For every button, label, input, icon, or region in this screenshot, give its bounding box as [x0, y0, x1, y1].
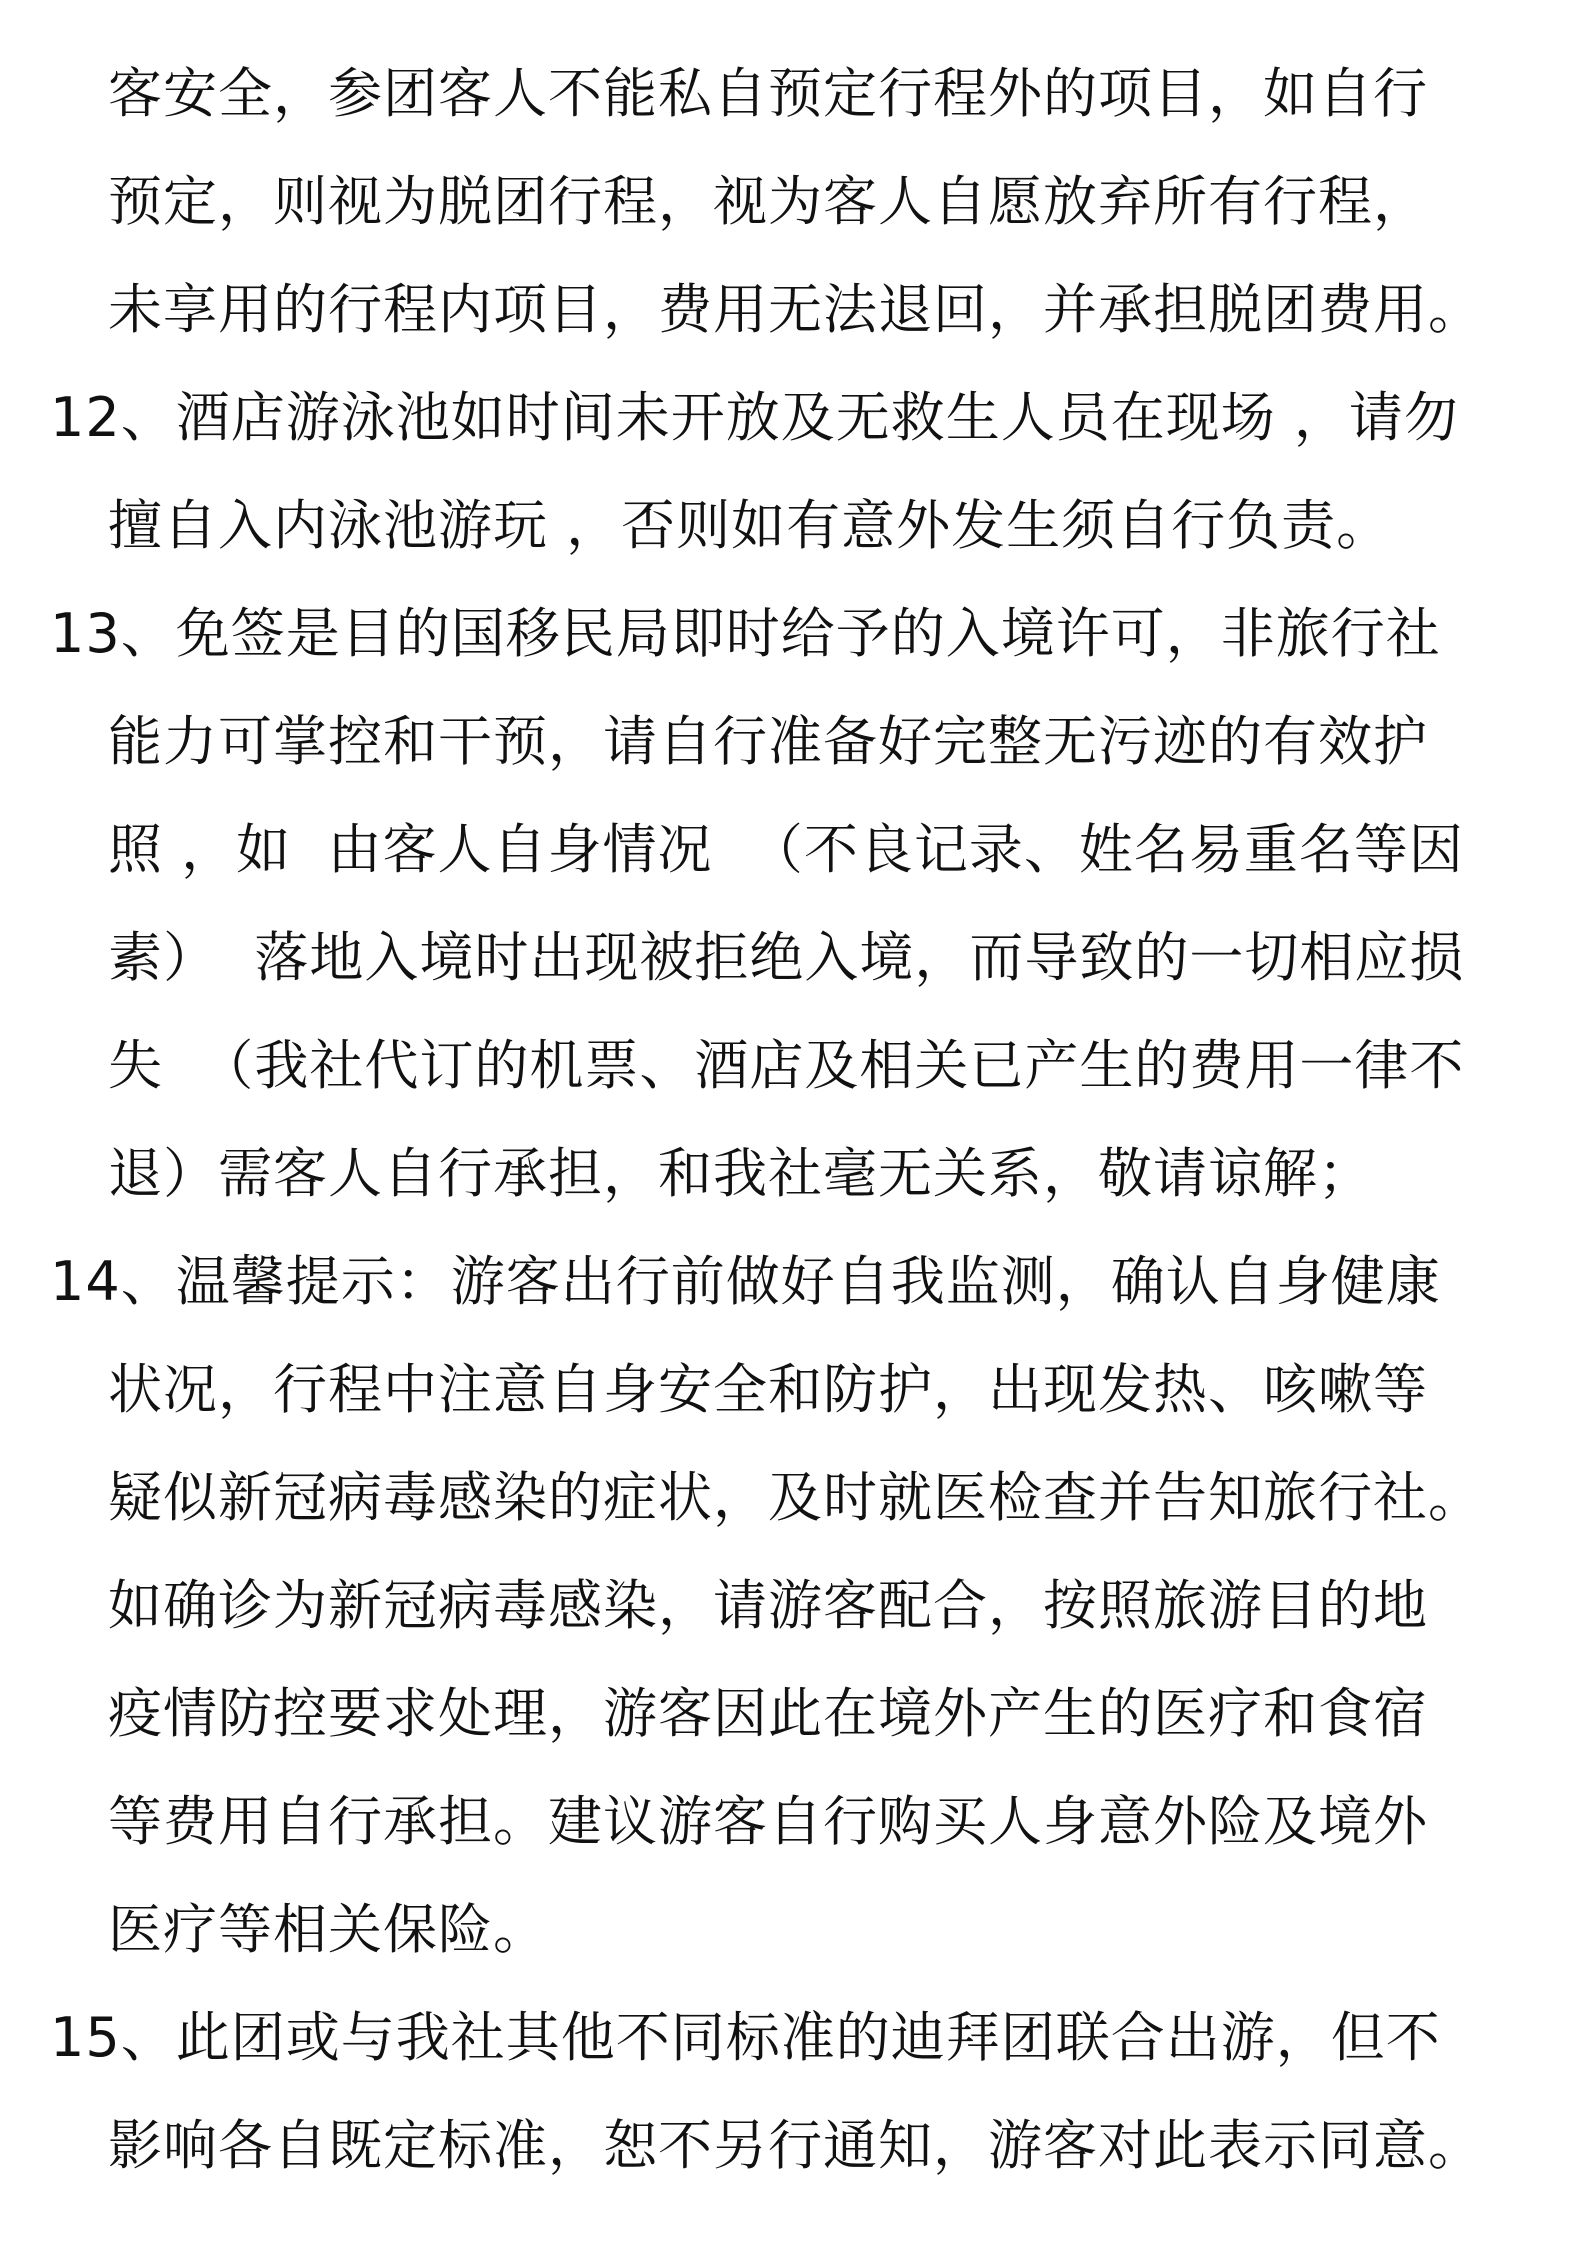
text-line: 疑似新冠病毒感染的症状，及时就医检查并告知旅行社。 [108, 1466, 1483, 1529]
text-line: 未享用的行程内项目，费用无法退回，并承担脱团费用。 [108, 278, 1483, 341]
text-line: 照 ，如 由客人自身情况 （不良记录、姓名易重名等因 [108, 818, 1464, 881]
text-line: 失 （我社代订的机票、酒店及相关已产生的费用一律不 [108, 1034, 1465, 1097]
text-line: 状况，行程中注意自身安全和防护，出现发热、咳嗽等 [108, 1358, 1428, 1421]
item-15-line: 15、此团或与我社其他不同标准的迪拜团联合出游，但不 [50, 2006, 1441, 2069]
text-line: 影响各自既定标准，恕不另行通知，游客对此表示同意。 [108, 2114, 1483, 2177]
text-line: 医疗等相关保险。 [108, 1898, 548, 1961]
item-14-line: 14、温馨提示：游客出行前做好自我监测，确认自身健康 [50, 1250, 1441, 1313]
text-line: 等费用自行承担。建议游客自行购买人身意外险及境外 [108, 1790, 1428, 1853]
item-12-line: 12、酒店游泳池如时间未开放及无救生人员在现场 ，请勿 [50, 386, 1459, 449]
text-line: 客安全，参团客人不能私自预定行程外的项目，如自行 [108, 62, 1428, 125]
item-13-line: 13、免签是目的国移民局即时给予的入境许可，非旅行社 [50, 602, 1441, 665]
text-line: 预定，则视为脱团行程，视为客人自愿放弃所有行程， [108, 170, 1428, 233]
text-line: 退）需客人自行承担，和我社毫无关系，敬请谅解； [108, 1142, 1373, 1205]
text-line: 疫情防控要求处理，游客因此在境外产生的医疗和食宿 [108, 1682, 1428, 1745]
text-line: 如确诊为新冠病毒感染，请游客配合，按照旅游目的地 [108, 1574, 1428, 1637]
text-line: 素） 落地入境时出现被拒绝入境，而导致的一切相应损 [108, 926, 1465, 989]
text-line: 擅自入内泳池游玩 ，否则如有意外发生须自行负责。 [108, 494, 1392, 557]
text-line: 能力可掌控和干预，请自行准备好完整无污迹的有效护 [108, 710, 1428, 773]
